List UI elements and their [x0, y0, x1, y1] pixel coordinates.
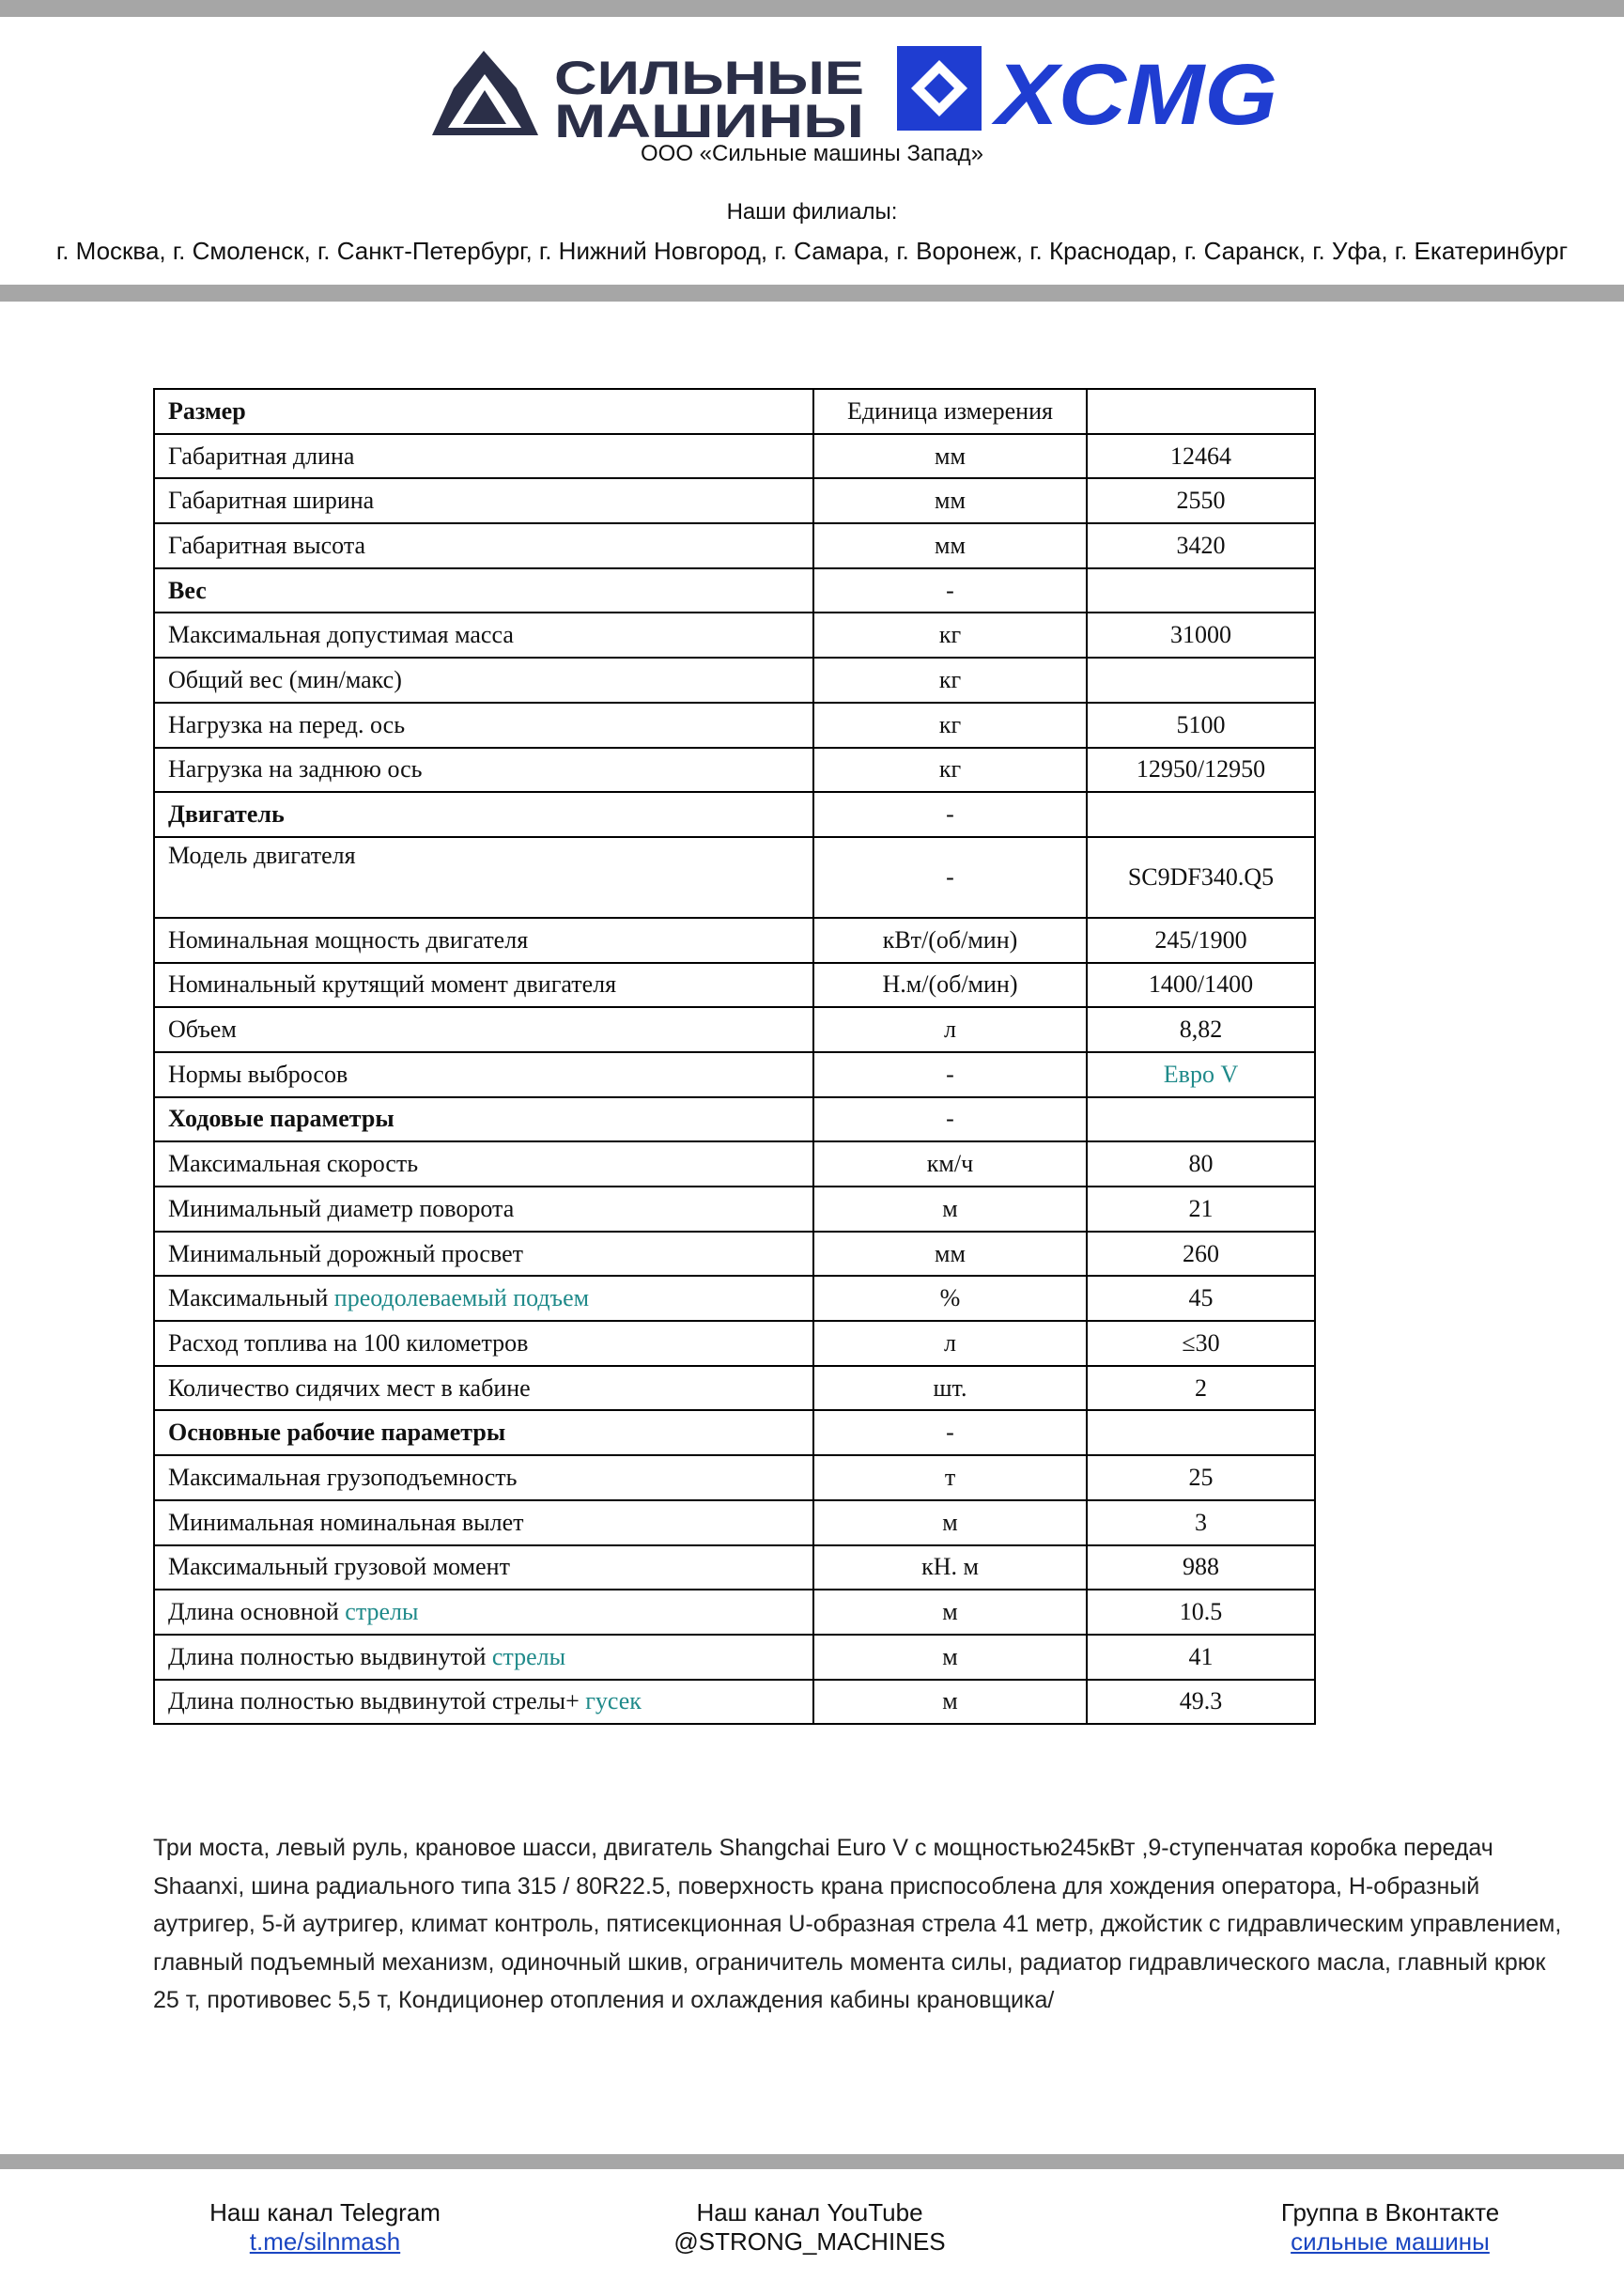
- param-name-text: Расход топлива на 100 километров: [168, 1328, 529, 1357]
- table-row: [154, 1680, 1315, 1725]
- param-unit: мм: [813, 478, 1087, 523]
- param-value: 8,82: [1087, 1007, 1315, 1052]
- specifications-table: [153, 388, 1316, 1725]
- param-name-text: Номинальный крутящий момент двигателя: [168, 970, 617, 999]
- table-row: [154, 1635, 1315, 1680]
- param-name-text: Габаритная ширина: [168, 487, 375, 515]
- param-unit: -: [813, 568, 1087, 613]
- param-name: [154, 792, 813, 837]
- param-value: 41: [1087, 1635, 1315, 1680]
- param-name-text: Модель двигателя: [168, 841, 356, 869]
- param-unit: мм: [813, 523, 1087, 568]
- param-value: [1087, 389, 1315, 434]
- section-row: [154, 1410, 1315, 1455]
- table-row: [154, 434, 1315, 479]
- param-name: [154, 1097, 813, 1142]
- table-row: [154, 1321, 1315, 1366]
- footer-divider: [0, 2154, 1624, 2169]
- param-value: 2550: [1087, 478, 1315, 523]
- param-name: [154, 389, 813, 434]
- param-value: 3: [1087, 1500, 1315, 1545]
- param-unit: кг: [813, 703, 1087, 748]
- param-name-text: Максимальная скорость: [168, 1150, 419, 1178]
- table-row: [154, 1545, 1315, 1590]
- table-row: [154, 658, 1315, 703]
- telegram-link[interactable]: t.me/silnmash: [249, 2227, 401, 2256]
- table-row: [154, 963, 1315, 1008]
- param-unit: м: [813, 1680, 1087, 1725]
- branches-title: Наши филиалы:: [726, 199, 898, 225]
- param-unit: м: [813, 1635, 1087, 1680]
- param-unit: л: [813, 1321, 1087, 1366]
- param-name-highlight: преодолеваемый подъем: [333, 1284, 590, 1312]
- param-unit: мм: [813, 1232, 1087, 1277]
- param-name-text: Длина полностью выдвинутой: [168, 1642, 492, 1670]
- param-value: 49.3: [1087, 1680, 1315, 1725]
- param-value: ≤30: [1087, 1321, 1315, 1366]
- param-value: 31000: [1087, 613, 1315, 658]
- param-name-text: Ходовые параметры: [168, 1105, 394, 1133]
- param-name-text: Минимальный диаметр поворота: [168, 1194, 515, 1222]
- param-name: [154, 963, 813, 1008]
- param-name-text: Нагрузка на перед. ось: [168, 710, 406, 738]
- param-name-text: Общий вес (мин/макс): [168, 665, 402, 693]
- xcmg-text: XCMG: [990, 47, 1277, 135]
- table-row: [154, 1052, 1315, 1097]
- param-name: [154, 478, 813, 523]
- param-name-text: Вес: [168, 576, 207, 604]
- silnye-mashiny-logo: [427, 51, 869, 140]
- param-name: [154, 1232, 813, 1277]
- param-value: 80: [1087, 1141, 1315, 1187]
- param-name: [154, 1141, 813, 1187]
- company-name: ООО «Сильные машины Запад»: [640, 141, 983, 166]
- param-unit: -: [813, 1097, 1087, 1142]
- param-name-text: Основные рабочие параметры: [168, 1419, 506, 1447]
- table-row: [154, 1500, 1315, 1545]
- param-value: 25: [1087, 1455, 1315, 1500]
- param-name-text: Максимальная допустимая масса: [168, 621, 514, 649]
- param-name: [154, 1007, 813, 1052]
- param-name: [154, 613, 813, 658]
- param-unit: км/ч: [813, 1141, 1087, 1187]
- param-name: [154, 568, 813, 613]
- table-row: [154, 703, 1315, 748]
- param-value: 10.5: [1087, 1590, 1315, 1635]
- param-unit: кН. м: [813, 1545, 1087, 1590]
- param-name-text: Габаритная высота: [168, 531, 366, 559]
- param-value: 245/1900: [1087, 918, 1315, 963]
- param-value: Евро V: [1087, 1052, 1315, 1097]
- param-name: [154, 1276, 813, 1321]
- param-unit: кВт/(об/мин): [813, 918, 1087, 963]
- table-row: [154, 478, 1315, 523]
- table-row: [154, 1232, 1315, 1277]
- param-name: [154, 703, 813, 748]
- table-row: [154, 1187, 1315, 1232]
- param-unit: -: [813, 792, 1087, 837]
- param-unit: кг: [813, 613, 1087, 658]
- youtube-handle[interactable]: @STRONG_MACHINES: [673, 2227, 946, 2256]
- section-row: [154, 792, 1315, 837]
- param-name: [154, 1366, 813, 1411]
- param-name: [154, 1410, 813, 1455]
- table-row: [154, 1590, 1315, 1635]
- param-name-text: Двигатель: [168, 800, 285, 829]
- param-unit: -: [813, 837, 1087, 918]
- section-row: [154, 389, 1315, 434]
- param-unit: шт.: [813, 1366, 1087, 1411]
- param-unit: Н.м/(об/мин): [813, 963, 1087, 1008]
- param-name-text: Минимальная номинальная вылет: [168, 1508, 524, 1536]
- param-value: [1087, 1410, 1315, 1455]
- param-unit: мм: [813, 434, 1087, 479]
- table-row: [154, 1007, 1315, 1052]
- telegram-title: Наш канал Telegram: [209, 2198, 441, 2226]
- branches-list: г. Москва, г. Смоленск, г. Санкт-Петербург, г. Нижний Новгород, г. Самара, г. Воронеж, г. Краснодар, г. Саранск, г. Уфа, г. Екатеринбург: [55, 237, 1569, 265]
- vk-link[interactable]: сильные машины: [1291, 2227, 1490, 2256]
- param-unit: кг: [813, 658, 1087, 703]
- param-unit: -: [813, 1052, 1087, 1097]
- table-row: [154, 523, 1315, 568]
- table-row: [154, 918, 1315, 963]
- param-name-text: Максимальная грузоподъемность: [168, 1463, 518, 1491]
- param-name: [154, 523, 813, 568]
- param-unit: м: [813, 1590, 1087, 1635]
- param-name: [154, 918, 813, 963]
- section-row: [154, 568, 1315, 613]
- param-name-text: Номинальная мощность двигателя: [168, 925, 529, 954]
- table-row: [154, 1455, 1315, 1500]
- param-value: 12464: [1087, 434, 1315, 479]
- param-name-text: Минимальный дорожный просвет: [168, 1239, 524, 1267]
- param-name: [154, 837, 813, 918]
- param-unit: кг: [813, 748, 1087, 793]
- param-name-text: Объем: [168, 1016, 237, 1044]
- param-name-text: Количество сидячих мест в кабине: [168, 1373, 531, 1402]
- brand-line1: СИЛЬНЫЕ: [554, 52, 864, 104]
- param-name-highlight: стрелы: [491, 1642, 566, 1670]
- param-value: 3420: [1087, 523, 1315, 568]
- param-name: [154, 1187, 813, 1232]
- param-name: [154, 1590, 813, 1635]
- param-name-text: Размер: [168, 396, 246, 425]
- param-name: [154, 658, 813, 703]
- param-name: [154, 1052, 813, 1097]
- footer-vk: [1249, 2198, 1531, 2257]
- param-name-text: Габаритная длина: [168, 442, 355, 470]
- top-bar: [0, 0, 1624, 17]
- logo-header: [0, 41, 1624, 145]
- param-name: [154, 1545, 813, 1590]
- table-row: [154, 1141, 1315, 1187]
- param-unit: м: [813, 1187, 1087, 1232]
- param-name: [154, 1680, 813, 1725]
- param-value: 1400/1400: [1087, 963, 1315, 1008]
- param-name-text: Нормы выбросов: [168, 1060, 348, 1088]
- vk-title: Группа в Вконтакте: [1280, 2198, 1500, 2226]
- footer-telegram: [193, 2198, 456, 2257]
- param-value: 988: [1087, 1545, 1315, 1590]
- param-name: [154, 748, 813, 793]
- param-name: [154, 1321, 813, 1366]
- param-name: [154, 434, 813, 479]
- param-unit: -: [813, 1410, 1087, 1455]
- param-name: [154, 1500, 813, 1545]
- table-row: [154, 1276, 1315, 1321]
- param-unit: т: [813, 1455, 1087, 1500]
- param-name: [154, 1635, 813, 1680]
- table-row: [154, 1366, 1315, 1411]
- param-unit: м: [813, 1500, 1087, 1545]
- param-unit: Единица измерения: [813, 389, 1087, 434]
- param-value: [1087, 792, 1315, 837]
- param-value: 45: [1087, 1276, 1315, 1321]
- header-divider: [0, 285, 1624, 302]
- table-row: [154, 837, 1315, 918]
- param-value: [1087, 568, 1315, 613]
- param-unit: %: [813, 1276, 1087, 1321]
- xcmg-logo: [892, 41, 1287, 135]
- youtube-title: Наш канал YouTube: [696, 2198, 923, 2226]
- footer-youtube: [659, 2198, 960, 2257]
- param-value: 2: [1087, 1366, 1315, 1411]
- param-name: [154, 1455, 813, 1500]
- param-unit: л: [813, 1007, 1087, 1052]
- param-name-text: Максимальный: [168, 1284, 334, 1312]
- param-value: 21: [1087, 1187, 1315, 1232]
- param-value: 260: [1087, 1232, 1315, 1277]
- param-value: [1087, 658, 1315, 703]
- section-row: [154, 1097, 1315, 1142]
- param-name-text: Длина основной: [168, 1598, 346, 1626]
- param-name-highlight: гусек: [585, 1687, 642, 1715]
- brand-line2: МАШИНЫ: [554, 95, 864, 140]
- param-name-text: Максимальный грузовой момент: [168, 1553, 510, 1581]
- param-value: SC9DF340.Q5: [1087, 837, 1315, 918]
- table-row: [154, 748, 1315, 793]
- param-value: 5100: [1087, 703, 1315, 748]
- param-name-text: Нагрузка на заднюю ось: [168, 755, 423, 783]
- description-text: Три моста, левый руль, крановое шасси, двигатель Shangchai Euro V с мощностью245кВт ,9-ступенчатая коробка передач Shaanxi, шина радиального типа 315 / 80R22.5, поверхность крана приспособлена для хождения оператора, H-образный аутригер, 5-й аутригер, климат контроль, пятисекционная U-образная стрела 41 метр, джойстик с гидравлическим управлением, главный подъемный механизм, одиночный шкив, ограничитель момента силы, радиатор гидравлического масла, главный крюк 25 т, противовес 5,5 т, Кондиционер отопления и охлаждения кабины крановщика/: [153, 1835, 1562, 2013]
- param-value: [1087, 1097, 1315, 1142]
- table-row: [154, 613, 1315, 658]
- param-value: 12950/12950: [1087, 748, 1315, 793]
- param-name-text: Длина полностью выдвинутой стрелы+: [168, 1687, 586, 1715]
- param-name-highlight: стрелы: [345, 1598, 419, 1626]
